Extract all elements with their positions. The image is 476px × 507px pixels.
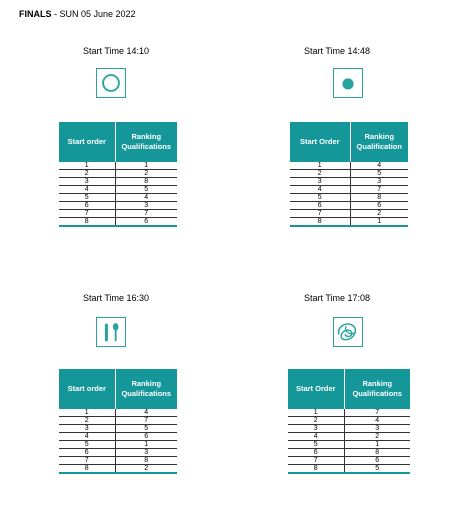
cell-rank: 4 — [115, 409, 177, 417]
col-start-order: Start order — [59, 122, 115, 162]
table-row — [290, 202, 408, 210]
cell-rank: 5 — [115, 425, 177, 433]
table-row — [59, 433, 177, 441]
table-row — [290, 210, 408, 218]
table-row — [288, 465, 410, 474]
cell-rank: 5 — [115, 186, 177, 194]
table-row — [59, 417, 177, 425]
cell-rank: 3 — [115, 202, 177, 210]
col-ranking: Ranking Qualifications — [344, 369, 410, 409]
table-row — [59, 194, 177, 202]
col-start-order: Start Order — [290, 122, 350, 162]
cell-start: 1 — [59, 409, 115, 417]
table-row — [290, 162, 408, 170]
cell-rank: 7 — [115, 210, 177, 218]
cell-rank: 6 — [115, 218, 177, 227]
cell-rank: 7 — [350, 186, 408, 194]
start-order-table — [288, 369, 410, 474]
cell-rank: 7 — [344, 409, 410, 417]
cell-rank: 1 — [344, 441, 410, 449]
header-bold: FINALS — [19, 9, 52, 19]
cell-start: 8 — [288, 465, 344, 474]
table-row — [59, 457, 177, 465]
cell-rank: 5 — [344, 465, 410, 474]
cell-start: 4 — [288, 433, 344, 441]
cell-rank: 8 — [115, 178, 177, 186]
table-row — [290, 170, 408, 178]
cell-rank: 1 — [350, 218, 408, 227]
cell-rank: 6 — [115, 433, 177, 441]
cell-rank: 6 — [344, 457, 410, 465]
col-start-order: Start Order — [288, 369, 344, 409]
start-time: Start Time 14:48 — [303, 46, 371, 56]
cell-start: 7 — [288, 457, 344, 465]
cell-start: 6 — [59, 449, 115, 457]
table-row — [59, 170, 177, 178]
table-row — [290, 194, 408, 202]
cell-start: 5 — [290, 194, 350, 202]
cell-start: 2 — [288, 417, 344, 425]
cell-rank: 2 — [344, 433, 410, 441]
start-time: Start Time 14:10 — [82, 46, 150, 56]
page-header — [19, 9, 136, 19]
cell-rank: 2 — [115, 170, 177, 178]
cell-start: 3 — [59, 425, 115, 433]
cell-start: 7 — [290, 210, 350, 218]
table-row — [59, 441, 177, 449]
table-row — [59, 162, 177, 170]
cell-rank: 5 — [350, 170, 408, 178]
cell-rank: 4 — [350, 162, 408, 170]
cell-rank: 8 — [350, 194, 408, 202]
cell-start: 2 — [59, 417, 115, 425]
table-row — [288, 449, 410, 457]
start-order-table — [59, 369, 177, 474]
cell-start: 8 — [59, 218, 115, 227]
table-row — [288, 457, 410, 465]
clubs-icon — [96, 317, 126, 347]
cell-rank: 8 — [115, 457, 177, 465]
table-row — [288, 409, 410, 417]
col-ranking: Ranking Qualifications — [115, 369, 177, 409]
table-row — [290, 178, 408, 186]
table-row — [288, 425, 410, 433]
cell-start: 7 — [59, 457, 115, 465]
table-row — [288, 417, 410, 425]
cell-start: 1 — [290, 162, 350, 170]
cell-start: 5 — [59, 441, 115, 449]
cell-start: 6 — [59, 202, 115, 210]
start-order-table — [290, 122, 408, 227]
cell-start: 3 — [290, 178, 350, 186]
table-row — [59, 465, 177, 474]
cell-start: 4 — [290, 186, 350, 194]
table-row — [59, 210, 177, 218]
table-row — [59, 449, 177, 457]
cell-rank: 1 — [115, 162, 177, 170]
table-row — [59, 178, 177, 186]
cell-rank: 3 — [344, 425, 410, 433]
table-row — [59, 425, 177, 433]
cell-start: 1 — [59, 162, 115, 170]
cell-start: 5 — [288, 441, 344, 449]
cell-start: 5 — [59, 194, 115, 202]
header-date: - SUN 05 June 2022 — [51, 9, 136, 19]
table-row — [290, 218, 408, 227]
cell-start: 6 — [288, 449, 344, 457]
cell-rank: 7 — [115, 417, 177, 425]
cell-start: 2 — [59, 170, 115, 178]
col-ranking: Ranking Qualifications — [115, 122, 177, 162]
cell-start: 4 — [59, 433, 115, 441]
cell-start: 3 — [59, 178, 115, 186]
cell-start: 6 — [290, 202, 350, 210]
col-start-order: Start order — [59, 369, 115, 409]
start-time: Start Time 16:30 — [82, 293, 150, 303]
cell-rank: 2 — [115, 465, 177, 474]
cell-start: 8 — [59, 465, 115, 474]
table-row — [59, 218, 177, 227]
cell-start: 2 — [290, 170, 350, 178]
cell-rank: 2 — [350, 210, 408, 218]
cell-rank: 3 — [115, 449, 177, 457]
ribbon-icon — [333, 317, 363, 347]
cell-rank: 1 — [115, 441, 177, 449]
filled-dot-icon — [333, 68, 363, 98]
cell-rank: 4 — [115, 194, 177, 202]
start-order-table — [59, 122, 177, 227]
cell-rank: 3 — [350, 178, 408, 186]
table-row — [59, 186, 177, 194]
circle-outline-icon — [96, 68, 126, 98]
table-row — [59, 202, 177, 210]
table-row — [288, 441, 410, 449]
cell-start: 1 — [288, 409, 344, 417]
cell-start: 3 — [288, 425, 344, 433]
table-row — [288, 433, 410, 441]
cell-rank: 4 — [344, 417, 410, 425]
cell-start: 8 — [290, 218, 350, 227]
start-time: Start Time 17:08 — [303, 293, 371, 303]
cell-start: 7 — [59, 210, 115, 218]
table-row — [59, 409, 177, 417]
table-row — [290, 186, 408, 194]
cell-start: 4 — [59, 186, 115, 194]
cell-rank: 6 — [350, 202, 408, 210]
col-ranking: Ranking Qualification — [350, 122, 408, 162]
cell-rank: 8 — [344, 449, 410, 457]
